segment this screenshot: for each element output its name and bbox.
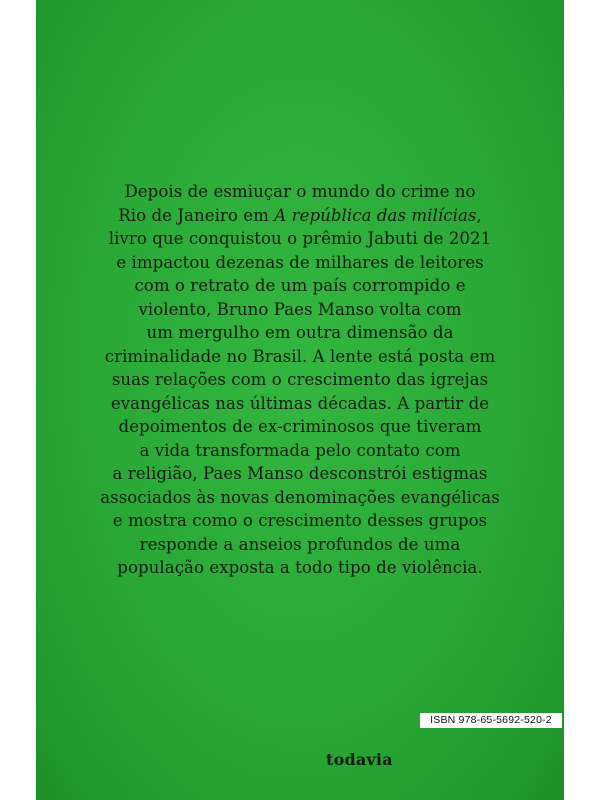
isbn-label: ISBN 978-65-5692-520-2 [420,713,562,728]
blurb-line [36,509,564,533]
blurb-text-segment: livro que conquistou o prêmio Jabuti de 2021 [108,229,492,248]
blurb-text [36,180,564,580]
blurb-text-segment: depoimentos de ex-criminosos que tiveram [118,417,482,436]
blurb-line [36,227,564,251]
book-title-italic: A república das milícias [274,205,477,225]
blurb-text-segment: e impactou dezenas de milhares de leitores [116,252,484,272]
blurb-text-segment: com o retrato de um país corrompido e [134,276,466,295]
blurb-text-segment: associados às novas denominações evangélicas [100,487,500,507]
publisher-logo: todavia [326,750,393,769]
blurb-line [36,392,564,416]
blurb-text-segment: um mergulho em outra dimensão da [146,323,454,342]
blurb-line [36,533,564,557]
blurb-line [36,345,564,369]
blurb-line [36,439,564,463]
blurb-line [36,462,564,486]
blurb-line [36,486,564,510]
blurb-line [36,180,564,204]
blurb-text-segment: população exposta a todo tipo de violência. [117,558,483,577]
blurb-line [36,298,564,322]
blurb-text-segment: a religião, Paes Manso desconstrói estigmas [112,464,488,483]
blurb-text-segment: evangélicas nas últimas décadas. A partir de [110,393,490,413]
blurb-text-segment: violento, Bruno Paes Manso volta com [138,299,462,319]
blurb-text-segment: Depois de esmiuçar o mundo do crime no [124,182,476,201]
blurb-text-segment: a vida transformada pelo contato com [139,440,461,460]
blurb-line [36,251,564,275]
blurb-line [36,368,564,392]
blurb-line [36,415,564,439]
back-cover [36,0,564,800]
blurb-text-segment: suas relações com o crescimento das igrejas [111,370,489,389]
blurb-text-segment: Rio de Janeiro em [118,205,275,225]
blurb-text-segment: e mostra como o crescimento desses grupos [112,511,488,530]
blurb-line [36,274,564,298]
blurb-text-segment: responde a anseios profundos de uma [139,534,461,554]
blurb-line [36,204,564,228]
blurb-text-segment: , [476,205,482,225]
blurb-line [36,556,564,580]
blurb-line [36,321,564,345]
blurb-text-segment: criminalidade no Brasil. A lente está posta em [104,346,496,366]
